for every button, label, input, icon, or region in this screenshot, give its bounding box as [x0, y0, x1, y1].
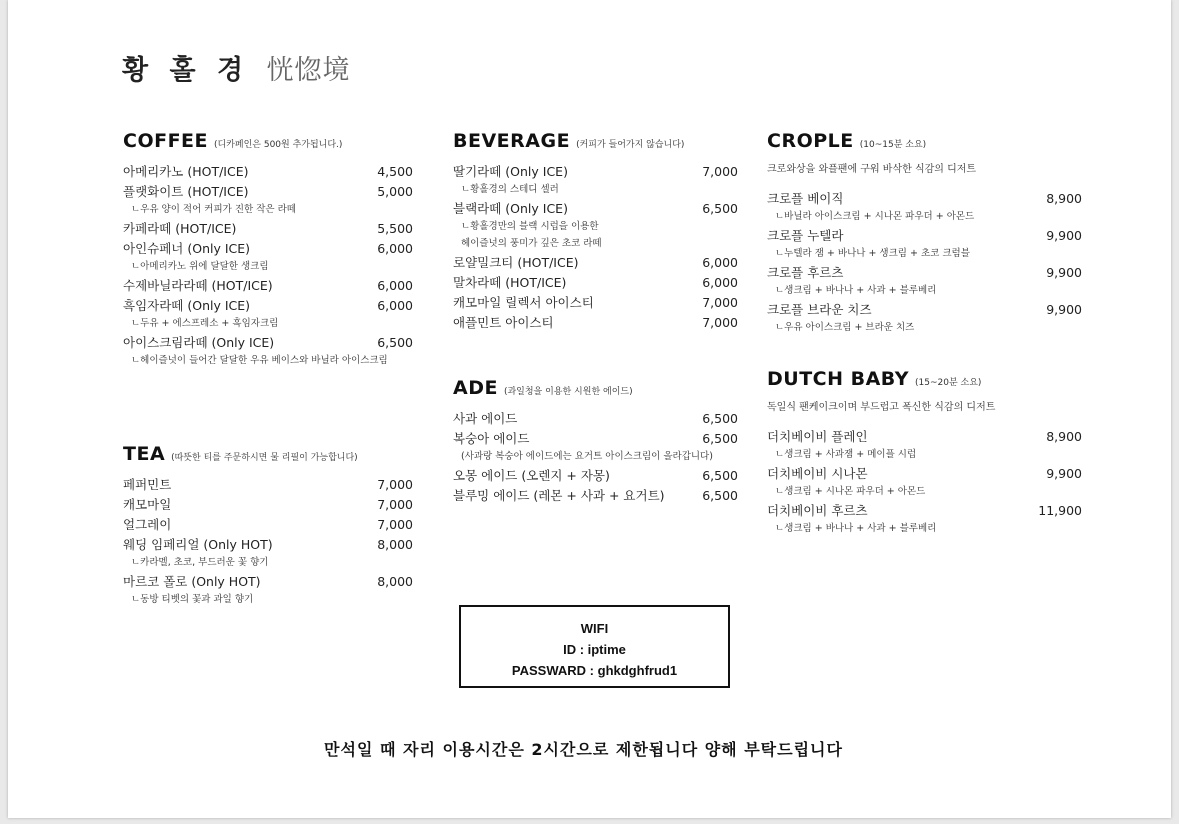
menu-item-price: 8,000 [377, 537, 413, 552]
menu-item-price: 6,500 [702, 411, 738, 426]
menu-item-name: 크로플 베이직 [767, 191, 844, 206]
menu-item-name: 아이스크림라떼 (Only ICE) [123, 335, 275, 350]
menu-item [453, 409, 738, 429]
cafe-title [122, 48, 350, 87]
menu-item [123, 535, 413, 555]
section-title: COFFEE [123, 130, 209, 152]
menu-item [767, 226, 1082, 246]
menu-item-price: 7,000 [377, 497, 413, 512]
menu-item-name: 흑임자라떼 (Only ICE) [123, 298, 251, 313]
menu-item [453, 199, 738, 219]
menu-item-description: ㄴ우유 아이스크림 + 브라운 치즈 [775, 322, 915, 333]
menu-item-name: 더치베이비 플레인 [767, 429, 868, 444]
menu-item [453, 253, 738, 273]
menu-item [123, 495, 413, 515]
menu-item [123, 515, 413, 535]
menu-item [453, 313, 738, 333]
section-note: (따뜻한 티를 주문하시면 물 리필이 가능합니다) [171, 453, 358, 463]
section-note: (커피가 들어가지 않습니다) [576, 140, 685, 150]
section-tea [123, 443, 413, 609]
menu-item-price: 8,900 [1046, 429, 1082, 444]
menu-item-name: 크로플 후르츠 [767, 265, 844, 280]
section-title: BEVERAGE [453, 130, 571, 152]
menu-item-name: 말차라떼 (HOT/ICE) [453, 275, 567, 290]
menu-item-description: ㄴ생크림 + 시나몬 파우더 + 아몬드 [775, 486, 926, 497]
menu-item-name: 딸기라떼 (Only ICE) [453, 164, 568, 179]
section-description: 크로와상을 와플팬에 구워 바삭한 식감의 디저트 [767, 164, 977, 175]
section-header [453, 130, 738, 156]
menu-item-price: 7,000 [377, 477, 413, 492]
menu-item-name: 페퍼민트 [123, 477, 172, 492]
menu-item-name: 마르코 폴로 (Only HOT) [123, 574, 261, 589]
menu-item-name: 블루밍 에이드 (레몬 + 사과 + 요거트) [453, 488, 665, 503]
section-note: (15~20분 소요) [915, 378, 982, 388]
menu-item-price: 4,500 [377, 164, 413, 179]
menu-item-name: 캐모마일 [123, 497, 172, 512]
menu-item-name: 수제바닐라라떼 (HOT/ICE) [123, 278, 273, 293]
wifi-id: ID : iptime [563, 642, 626, 657]
menu-item-price: 6,500 [702, 201, 738, 216]
section-description: 독일식 팬케이크이며 부드럽고 폭신한 식감의 디저트 [767, 402, 996, 413]
cafe-title-hanja: 恍惚境 [266, 55, 351, 86]
menu-item-name: 로얄밀크티 (HOT/ICE) [453, 255, 579, 270]
section-header [123, 130, 413, 156]
menu-item [123, 572, 413, 592]
menu-item [767, 263, 1082, 283]
wifi-password: PASSWARD : ghkdghfrud1 [511, 663, 678, 678]
section-coffee [123, 130, 413, 370]
menu-item-price: 5,000 [377, 184, 413, 199]
menu-item-price: 6,500 [377, 335, 413, 350]
menu-item [453, 273, 738, 293]
cafe-title-korean: 황 홀 경 [122, 55, 250, 86]
menu-item-price: 7,000 [377, 517, 413, 532]
menu-item-price: 8,000 [377, 574, 413, 589]
menu-item [453, 466, 738, 486]
menu-item [767, 501, 1082, 521]
section-title: ADE [453, 377, 498, 399]
menu-item [123, 333, 413, 353]
menu-item-name: 복숭아 에이드 [453, 431, 530, 446]
menu-item [767, 464, 1082, 484]
wifi-info-box [459, 605, 730, 688]
menu-item-price: 9,900 [1046, 228, 1082, 243]
seating-time-notice [8, 737, 1171, 760]
menu-item [453, 162, 738, 182]
menu-item-name: 크로플 누텔라 [767, 228, 844, 243]
menu-item [767, 427, 1082, 447]
menu-item-name: 더치베이비 시나몬 [767, 466, 868, 481]
menu-item-description: ㄴ황홀경의 스테디 셀러 [461, 184, 559, 195]
menu-item [123, 219, 413, 239]
menu-item-description: ㄴ생크림 + 사과잼 + 메이플 시럽 [775, 449, 917, 460]
menu-item-price: 9,900 [1046, 265, 1082, 280]
section-header [123, 443, 413, 469]
menu-item-name: 오몽 에이드 (오렌지 + 자몽) [453, 468, 610, 483]
menu-item-name: 얼그레이 [123, 517, 172, 532]
menu-item-name: 크로플 브라운 치즈 [767, 302, 872, 317]
menu-item-price: 9,900 [1046, 466, 1082, 481]
menu-item [767, 189, 1082, 209]
menu-item-description: ㄴ생크림 + 바나나 + 사과 + 블루베리 [775, 523, 937, 534]
menu-item-price: 6,500 [702, 488, 738, 503]
menu-item-price: 6,000 [702, 275, 738, 290]
menu-item [123, 296, 413, 316]
menu-item-name: 카페라떼 (HOT/ICE) [123, 221, 237, 236]
menu-item [123, 239, 413, 259]
menu-item-name: 더치베이비 후르츠 [767, 503, 868, 518]
menu-item-name: 플랫화이트 (HOT/ICE) [123, 184, 249, 199]
menu-item-description: 헤이즐넛의 풍미가 깊은 초코 라떼 [461, 238, 602, 249]
section-title: TEA [123, 443, 166, 465]
menu-item-description: ㄴ황홀경만의 블랙 시럽을 이용한 [461, 221, 599, 232]
menu-item-price: 9,900 [1046, 302, 1082, 317]
section-title: DUTCH BABY [767, 368, 910, 390]
section-beverage [453, 130, 738, 333]
menu-item-price: 6,000 [377, 278, 413, 293]
menu-item-price: 5,500 [377, 221, 413, 236]
section-crople [767, 130, 1082, 337]
menu-item-description: ㄴ두유 + 에스프레소 + 흑임자크림 [131, 318, 279, 329]
menu-item-description: ㄴ헤이즐넛이 들어간 달달한 우유 베이스와 바닐라 아이스크림 [131, 355, 388, 366]
section-note: (과일청을 이용한 시원한 에이드) [503, 387, 633, 397]
menu-item-price: 11,900 [1038, 503, 1082, 518]
seating-time-notice-text: 만석일 때 자리 이용시간은 2시간으로 제한됩니다 양해 부탁드립니다 [324, 740, 843, 759]
menu-item-description: ㄴ생크림 + 바나나 + 사과 + 블루베리 [775, 285, 937, 296]
menu-item-description: ㄴ누텔라 잼 + 바나나 + 생크림 + 초코 크럼블 [775, 248, 970, 259]
menu-item [123, 182, 413, 202]
menu-item [767, 300, 1082, 320]
menu-item-price: 8,900 [1046, 191, 1082, 206]
section-note: (디카페인은 500원 추가됩니다.) [214, 140, 343, 150]
menu-page [8, 0, 1171, 818]
menu-item-name: 아인슈페너 (Only ICE) [123, 241, 251, 256]
menu-item [453, 429, 738, 449]
menu-item-name: 아메리카노 (HOT/ICE) [123, 164, 249, 179]
menu-item [453, 486, 738, 506]
section-header [767, 130, 1082, 156]
menu-item [123, 276, 413, 296]
section-ade [453, 377, 738, 506]
section-title: CROPLE [767, 130, 854, 152]
section-header [767, 368, 1082, 394]
menu-item-name: 사과 에이드 [453, 411, 518, 426]
menu-item-description: ㄴ바닐라 아이스크림 + 시나몬 파우더 + 아몬드 [775, 211, 975, 222]
wifi-label: WIFI [580, 621, 609, 636]
menu-item-price: 6,000 [702, 255, 738, 270]
menu-item-price: 6,000 [377, 241, 413, 256]
menu-item [123, 475, 413, 495]
menu-item-price: 6,000 [377, 298, 413, 313]
section-note: (10~15분 소요) [859, 140, 927, 150]
menu-item-price: 7,000 [702, 295, 738, 310]
menu-item-name: 블랙라떼 (Only ICE) [453, 201, 568, 216]
menu-item-price: 7,000 [702, 164, 738, 179]
section-header [453, 377, 738, 403]
menu-item-description: ㄴ아메리카노 위에 달달한 생크림 [131, 261, 269, 272]
menu-item-price: 6,500 [702, 468, 738, 483]
section-dutch-baby [767, 368, 1082, 538]
menu-item-price: 7,000 [702, 315, 738, 330]
menu-item [123, 162, 413, 182]
menu-item-name: 웨딩 임페리얼 (Only HOT) [123, 537, 273, 552]
menu-item [453, 293, 738, 313]
menu-item-price: 6,500 [702, 431, 738, 446]
menu-item-description: ㄴ카라멜, 초코, 부드러운 꽃 향기 [131, 557, 269, 568]
menu-item-description: ㄴ동방 티벳의 꽃과 과일 향기 [131, 594, 254, 605]
menu-item-description: ㄴ우유 양이 적어 커피가 진한 작은 라떼 [131, 204, 296, 215]
menu-item-name: 캐모마일 릴렉서 아이스티 [453, 295, 594, 310]
menu-item-description: (사과랑 복숭아 에이드에는 요거트 아이스크림이 올라갑니다) [461, 451, 713, 462]
menu-item-name: 애플민트 아이스티 [453, 315, 554, 330]
